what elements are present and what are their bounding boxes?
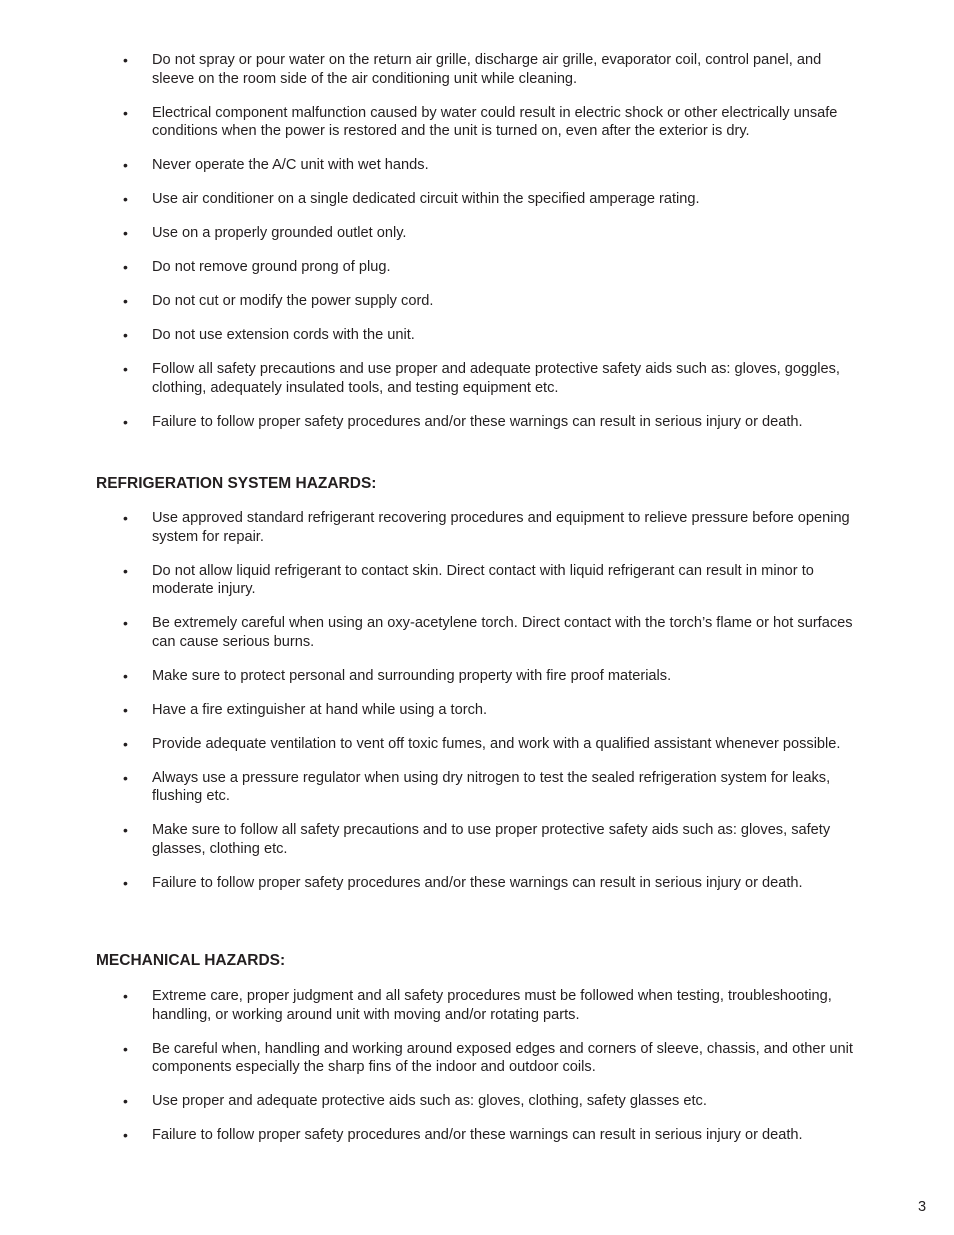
refrigeration-hazards-list (0, 509, 954, 908)
list-item: • Use air conditioner on a single dedicated circuit within the specified amperage rating. (123, 191, 700, 207)
list-item: • Use on a properly grounded outlet only. (123, 225, 407, 241)
page-number: 3 (918, 1199, 927, 1215)
mechanical-hazards-heading: MECHANICAL HAZARDS: (96, 952, 286, 969)
electrical-hazards-list (0, 51, 954, 447)
bullet: • (123, 327, 128, 343)
list-item: • Never operate the A/C unit with wet hands. (123, 157, 429, 173)
bullet: • (123, 667, 128, 684)
list-item: • Do not spray or pour water on the return air grille, discharge air grille, evaporator coil, control panel, and sleeve on the room side of the air conditioning unit while cleaning. (123, 52, 822, 87)
list-item: • Failure to follow proper safety procedures and/or these warnings can result in serious injury or death. (123, 1127, 803, 1143)
list-item: • Have a fire extinguisher at hand while using a torch. (123, 701, 488, 718)
bullet: • (123, 259, 128, 275)
list-item: • Do not use extension cords with the unit. (123, 327, 415, 343)
bullet: • (123, 361, 128, 377)
bullet: • (123, 1040, 128, 1057)
bullet: • (123, 562, 128, 579)
list-item: • Failure to follow proper safety procedures and/or these warnings can result in serious injury or death. (123, 874, 803, 891)
bullet: • (123, 413, 128, 430)
bullet: • (123, 293, 128, 309)
mechanical-hazards-list (0, 987, 954, 1160)
list-item: • Be extremely careful when using an oxy-acetylene torch. Direct contact with the torch’s flame or hot surfaces can cause serious burns. (123, 615, 853, 650)
list-item: • Provide adequate ventilation to vent off toxic fumes, and work with a qualified assistant whenever possible. (123, 735, 841, 752)
list-item: • Use approved standard refrigerant recovering procedures and equipment to relieve pressure before opening system for repair. (123, 510, 850, 545)
bullet: • (123, 1093, 128, 1109)
bullet: • (123, 1127, 128, 1143)
bullet: • (123, 769, 128, 786)
bullet: • (123, 191, 128, 207)
refrigeration-hazards-heading: REFRIGERATION SYSTEM HAZARDS: (96, 475, 377, 492)
bullet: • (123, 225, 128, 241)
bullet: • (123, 735, 128, 752)
list-item: • Use proper and adequate protective aids such as: gloves, clothing, safety glasses etc. (123, 1093, 707, 1109)
bullet: • (123, 615, 128, 631)
list-item: • Make sure to follow all safety precautions and to use proper protective safety aids such as: gloves, safety glasses, clothing etc. (123, 822, 831, 857)
bullet: • (123, 104, 128, 121)
bullet: • (123, 701, 128, 718)
list-item: • Do not allow liquid refrigerant to contact skin. Direct contact with liquid refrigerant can result in minor to moderate injury. (123, 562, 814, 597)
list-item: • Follow all safety precautions and use proper and adequate protective safety aids such as: gloves, goggles, clothing, adequately insulated tools, and testing equipment etc. (123, 361, 840, 396)
bullet: • (123, 510, 128, 526)
list-item: • Electrical component malfunction caused by water could result in electric shock or other electrically unsafe conditions when the power is restored and the unit is turned on, even after the exterior is dry. (123, 104, 838, 139)
bullet: • (123, 822, 128, 838)
list-item: • Do not cut or modify the power supply cord. (123, 293, 434, 309)
list-item: • Do not remove ground prong of plug. (123, 259, 391, 275)
list-item: • Always use a pressure regulator when using dry nitrogen to test the sealed refrigeration system for leaks, flushing etc. (123, 769, 831, 804)
bullet: • (123, 874, 128, 891)
list-item: • Be careful when, handling and working around exposed edges and corners of sleeve, chassis, and other unit components especially the sharp fins of the indoor and outdoor coils. (123, 1040, 853, 1075)
bullet: • (123, 157, 128, 173)
bullet: • (123, 988, 128, 1004)
bullet: • (123, 52, 128, 68)
list-item: • Extreme care, proper judgment and all safety procedures must be followed when testing, troubleshooting, handling, or working around unit with moving and/or rotating parts. (123, 988, 832, 1023)
list-item: • Failure to follow proper safety procedures and/or these warnings can result in serious injury or death. (123, 413, 803, 430)
list-item: • Make sure to protect personal and surrounding property with fire proof materials. (123, 667, 672, 684)
